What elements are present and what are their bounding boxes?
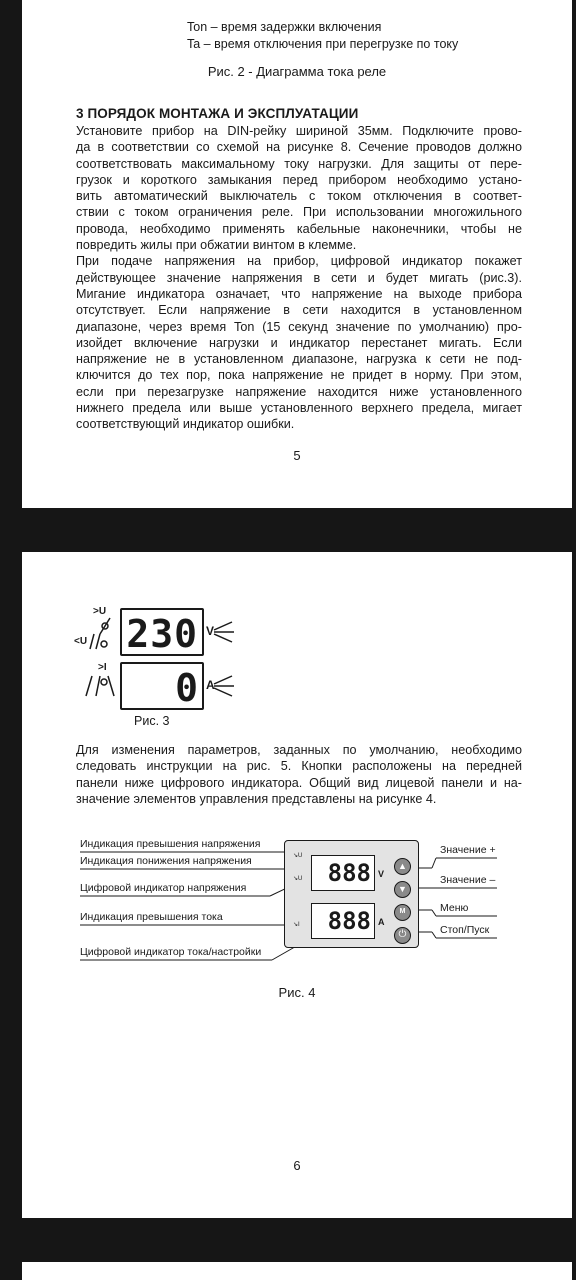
value-up-button[interactable]: ▲ [394,858,411,875]
front-panel [284,840,419,948]
text-line: соответствовать максимальному току нагрузки. Для защиты от пере- [76,156,522,171]
label-under-voltage: Индикация понижения напряжения [80,855,252,867]
text-line: следовать инструкции на рис. 5. Кнопки расположены на передней [76,759,522,774]
text-line: если при перезагрузке напряжение находится ниже установленного [76,384,522,399]
section-body [76,123,522,433]
text-line: значение элементов управления представлены на рисунке 4. [76,791,437,806]
figure-3 [72,604,242,754]
label-menu: Меню [440,902,469,914]
panel-unit-v: V [378,869,385,879]
text-line: провода, необходимо применять кабельные наконечники, чтобы не [76,221,522,236]
over-voltage-led-icon: ↘U [293,853,303,859]
legend-ton: Ton – время задержки включения [187,20,382,34]
text-line: напряжение не в установленном диапазоне, нагрузка к сети не под- [76,352,522,367]
label-current-display: Цифровой индикатор тока/настройки [80,946,262,958]
over-current-led-icon: ↘I [293,922,300,928]
text-line: изойдет включение нагрузки и индикатор перестанет мигать. Если [76,335,522,350]
voltage-unit: V [206,624,215,638]
power-icon[interactable]: ⏻ [394,927,411,944]
label-voltage-display: Цифровой индикатор напряжения [80,882,247,894]
text-line: соответствующий индикатор ошибки. [76,417,295,432]
document-page-next [22,1262,572,1280]
panel-current-display [311,903,375,939]
text-line: диапазоне, через время Ton (15 секунд значение по умолчанию) про- [76,319,522,334]
text-line: нижнего предела или выше установленного верхнего предела, мигает [76,401,522,416]
figure-4-caption: Рис. 4 [278,985,316,1000]
figure-3-caption: Рис. 3 [134,714,170,728]
blink-indicator-marks [72,604,242,724]
page-number: 6 [293,1158,301,1173]
label-value-minus: Значение – [440,874,496,886]
value-down-button[interactable]: ▼ [394,881,411,898]
panel-current-readout: 888 [327,907,371,935]
current-readout: 0 [175,666,198,710]
menu-button[interactable]: M [394,904,411,921]
label-over-voltage: Индикация превышения напряжения [80,838,261,850]
document-page-5 [22,0,572,508]
page-number: 5 [293,448,301,463]
label-stop-start: Стоп/Пуск [440,924,490,936]
text-line: грузок и короткого замыкания перед прибором необходимо устано- [76,172,522,187]
label-over-current: Индикация превышения тока [80,911,223,923]
figure-4 [22,830,572,970]
voltage-readout: 230 [126,612,198,656]
text-line: ключится до тех пор, пока напряжение не придет в норму. При этом, [76,368,522,383]
over-voltage-label: >U [93,606,107,617]
instructions-paragraph [76,742,522,807]
text-line: При подаче напряжения на прибор, цифровой индикатор покажет [76,254,522,269]
panel-unit-a: A [378,917,385,927]
under-voltage-led-icon: ↘U [293,876,303,882]
text-line: действующее значение напряжения в сети и будет мигать (рис.3). [76,270,522,285]
text-line: Для изменения параметров, заданных по умолчанию, необходимо [76,743,522,757]
text-line: Установите прибор на DIN-рейку шириной 35мм. Подключите прово- [76,124,522,138]
legend-ta: Ta – время отключения при перегрузке по току [187,37,459,51]
text-line: панели ниже цифрового индикатора. Общий вид лицевой панели и на- [76,775,522,790]
panel-voltage-display [311,855,375,891]
under-voltage-label: <U [74,636,88,647]
label-value-plus: Значение + [440,844,496,856]
text-line: отсутствует. Если напряжение в сети находится в установленном [76,303,522,318]
text-line: ствии с током ограничения реле. При использовании многожильного [76,205,522,220]
over-current-label: >I [98,662,107,673]
text-line: вить автоматический выключатель с током отключения в соответ- [76,189,522,204]
text-line: да в соответствии со схемой на рисунке 8. Сечение проводов должно [76,140,522,155]
text-line: повредить жилы при обжатии винтом в клемме. [76,238,357,253]
section-heading: 3 ПОРЯДОК МОНТАЖА И ЭКСПЛУАТАЦИИ [76,106,359,121]
figure-2-caption: Рис. 2 - Диаграмма тока реле [207,64,387,79]
current-unit: A [206,678,215,692]
document-page-6 [22,552,572,1218]
panel-voltage-readout: 888 [327,859,371,887]
text-line: Мигание индикатора означает, что напряжение на выходе прибора [76,286,522,301]
